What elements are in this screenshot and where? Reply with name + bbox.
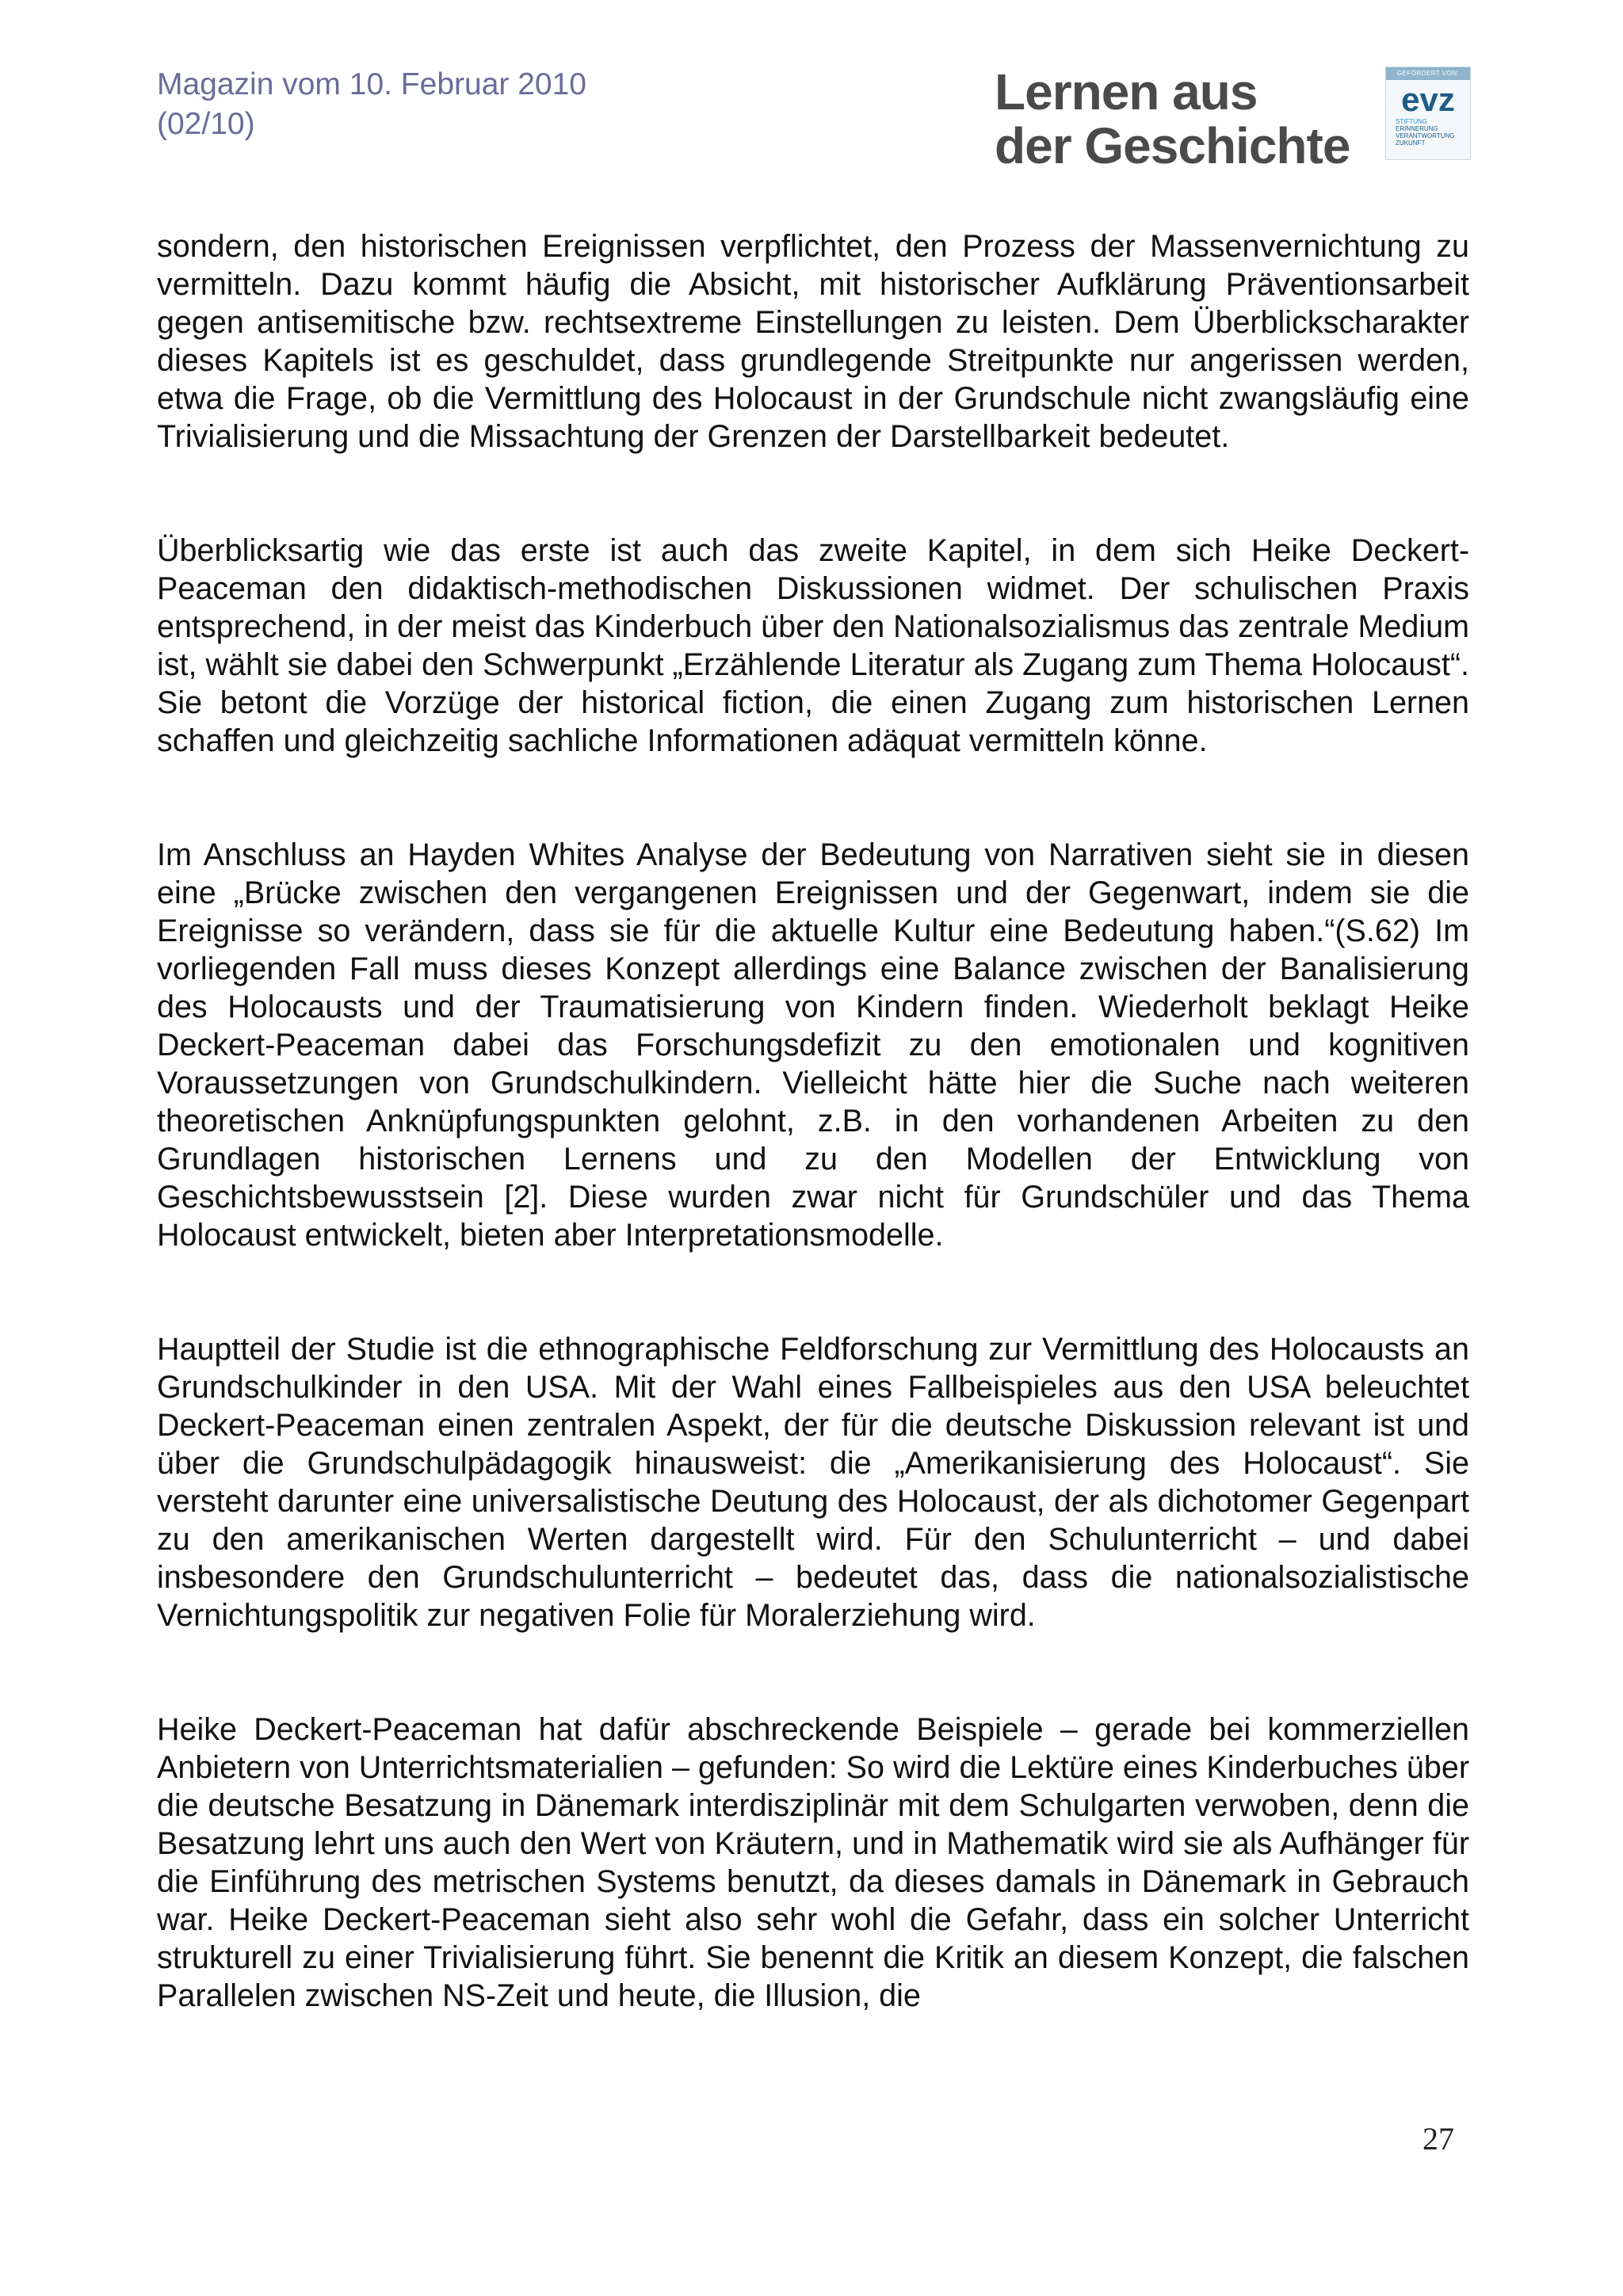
brand-title-line-1: Lernen aus	[995, 63, 1258, 120]
logo-line-2: ERINNERUNG	[1396, 125, 1438, 132]
paragraph-4: Hauptteil der Studie ist die ethnographische Feldforschung zur Vermittlung des Holocausts an Grundschulkinder in den USA. Mit der Wahl eines Fallbeispieles aus den USA beleuchtet Deckert-Peaceman einen zentralen Aspekt, der für die deutsche Diskussion relevant ist und über die Grundschulpädagogik hinausweist: die „Amerikanisierung des Holocaust“. Sie versteht darunter eine universalistische Deutung des Holocaust, der als dichotomer Gegenpart zu den amerikanischen Werten dargestellt wird. Für den Schulunterricht – und dabei insbesondere den Grundschulunterricht – bedeutet das, dass die nationalsozialistische Vernichtungspolitik zur negativen Folie für Moralerziehung wird.	[157, 1332, 1469, 1633]
issue-number: (02/10)	[157, 107, 255, 141]
logo-sponsor-label: GEFÖRDERT VON:	[1386, 67, 1470, 80]
paragraph-3: Im Anschluss an Hayden Whites Analyse der Bedeutung von Narrativen sieht sie in diesen eine „Brücke zwischen den vergangenen Ereignissen und der Gegenwart, indem sie die Ereignisse so verändern, dass sie für die aktuelle Kultur eine Bedeutung haben.“(S.62) Im vorliegenden Fall muss dieses Konzept allerdings eine Balance zwischen der Banalisierung des Holocausts und der Traumatisierung von Kindern finden. Wiederholt beklagt Heike Deckert-Peaceman dabei das Forschungsdefizit zu den emotionalen und kognitiven Voraussetzungen von Grundschulkindern. Vielleicht hätte hier die Suche nach weiteren theoretischen Anknüpfungspunkten gelohnt, z.B. in den vorhandenen Arbeiten zu den Grundlagen historischen Lernens und zu den Modellen der Entwicklung von Geschichtsbewusstsein [2]. Diese wurden zwar nicht für Grundschüler und das Thema Holocaust entwickelt, bieten aber Interpretationsmodelle.	[157, 837, 1469, 1253]
logo-line-3: VERANTWORTUNG	[1396, 132, 1455, 139]
brand-title	[995, 65, 1350, 173]
brand-title-line-2: der Geschichte	[995, 117, 1350, 174]
logo-line-4: ZUKUNFT	[1396, 139, 1426, 147]
evz-logo	[1385, 67, 1471, 160]
logo-line-1: STIFTUNG	[1396, 118, 1427, 125]
article-body	[157, 227, 1469, 2091]
issue-date-line: Magazin vom 10. Februar 2010	[157, 67, 586, 101]
logo-mark: evz	[1401, 81, 1455, 118]
page-number: 27	[1423, 2121, 1454, 2157]
issue-date	[157, 65, 586, 144]
paragraph-1: sondern, den historischen Ereignissen verpflichtet, den Prozess der Massenvernichtung zu vermitteln. Dazu kommt häufig die Absicht, mit historischer Aufklärung Präventionsarbeit gegen antisemitische bzw. rechtsextreme Einstellungen zu leisten. Dem Überblickscharakter dieses Kapitels ist es geschuldet, dass grundlegende Streitpunkte nur angerissen werden, etwa die Frage, ob die Vermittlung des Holocaust in der Grundschule nicht zwangsläufig eine Trivialisierung und die Missachtung der Grenzen der Darstellbarkeit bedeutet.	[157, 229, 1469, 454]
paragraph-5: Heike Deckert-Peaceman hat dafür abschreckende Beispiele – gerade bei kommerziellen Anbietern von Unterrichtsmaterialien – gefunden: So wird die Lektüre eines Kinderbuches über die deutsche Besatzung in Dänemark interdisziplinär mit dem Schulgarten verwoben, denn die Besatzung lehrt uns auch den Wert von Kräutern, und in Mathematik wird sie als Aufhänger für die Einführung des metrischen Systems benutzt, da dieses damals in Dänemark in Gebrauch war. Heike Deckert-Peaceman sieht also sehr wohl die Gefahr, dass ein solcher Unterricht strukturell zu einer Trivialisierung führt. Sie benennt die Kritik an diesem Konzept, die falschen Parallelen zwischen NS-Zeit und heute, die Illusion, die	[157, 1712, 1469, 2013]
paragraph-2: Überblicksartig wie das erste ist auch das zweite Kapitel, in dem sich Heike Deckert-Peaceman den didaktisch-methodischen Diskussionen widmet. Der schulischen Praxis entsprechend, in der meist das Kinderbuch über den Nationalsozialismus das zentrale Medium ist, wählt sie dabei den Schwerpunkt „Erzählende Literatur als Zugang zum Thema Holocaust“. Sie betont die Vorzüge der historical fiction, die einen Zugang zum historischen Lernen schaffen und gleichzeitig sachliche Informationen adäquat vermitteln könne.	[157, 533, 1469, 758]
